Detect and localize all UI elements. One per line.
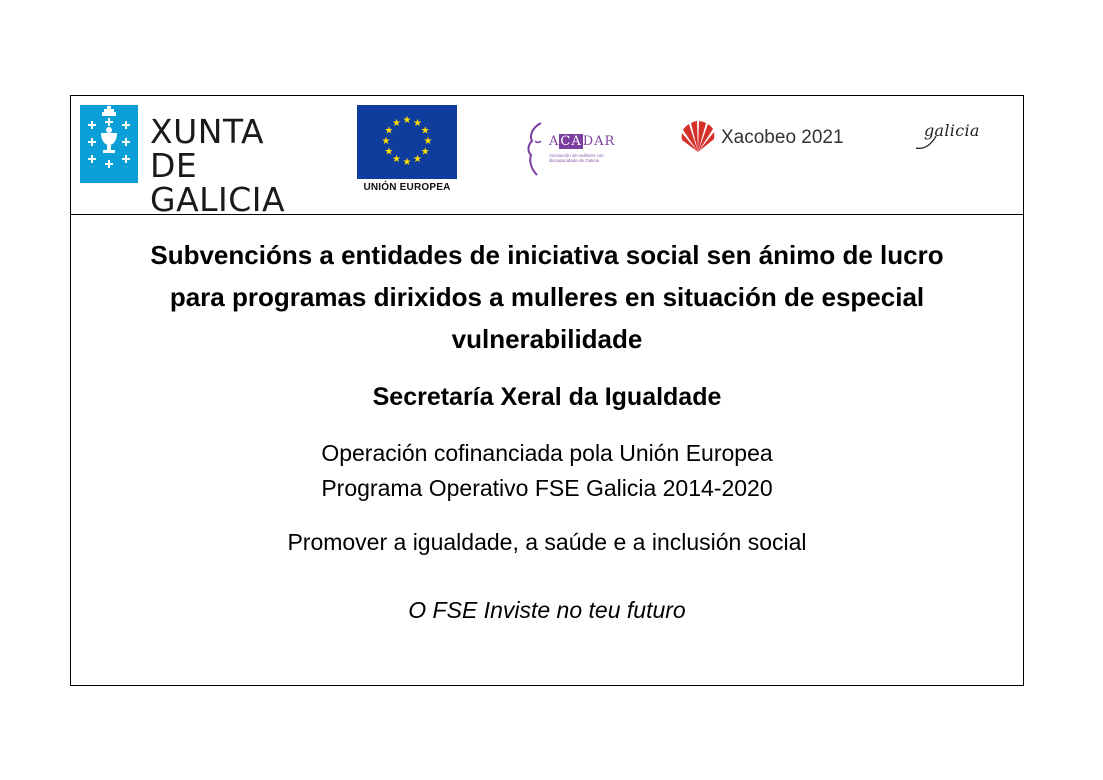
xunta-line-1: XUNTA (150, 112, 265, 151)
acadar-wordmark (549, 134, 615, 149)
svg-text:★: ★ (381, 136, 391, 147)
operation-line-1: Operación cofinanciada pola Unión Europea (321, 440, 773, 466)
galicia-logo (914, 118, 994, 150)
title-line-1: Subvencións a entidades de iniciativa social sen ánimo de lucro (150, 240, 944, 270)
document-body (71, 215, 1023, 625)
xunta-line-2: DE GALICIA (150, 146, 286, 219)
title-line-2: para programas dirixidos a mulleres en situación de especial (169, 282, 925, 312)
eu-label: UNIÓN EUROPEA (363, 182, 451, 193)
svg-text:★: ★ (423, 136, 433, 147)
acadar-dar: DAR (582, 134, 616, 149)
svg-text:★: ★ (384, 146, 394, 158)
svg-text:★: ★ (402, 157, 412, 168)
xacobeo-wordmark: Xacobeo 2021 (721, 127, 844, 148)
scallop-shell-icon (681, 120, 715, 154)
eu-logo (357, 105, 457, 197)
svg-text:★: ★ (384, 125, 394, 137)
svg-text:★: ★ (413, 117, 422, 129)
eu-flag-icon (357, 105, 457, 179)
svg-text:★: ★ (413, 154, 422, 166)
xunta-de-galicia-logo (80, 105, 340, 219)
motto-text: O FSE Inviste no teu futuro (408, 597, 686, 623)
svg-text:★: ★ (392, 117, 401, 129)
title-line-3: vulnerabilidade (451, 324, 643, 354)
galicia-wordmark: galicia (924, 121, 980, 140)
svg-text:★: ★ (420, 146, 430, 158)
logo-header (71, 96, 1023, 219)
document-title (91, 234, 1003, 360)
objective-text: Promover a igualdade, a saúde e a inclusión social (287, 529, 807, 555)
operation-info (71, 436, 1023, 506)
document-frame (70, 95, 1024, 686)
svg-text:★: ★ (420, 125, 430, 137)
xunta-wordmark (150, 112, 340, 219)
xacobeo-2021-logo (681, 120, 861, 156)
svg-text:★: ★ (392, 154, 401, 166)
organization-name: Secretaría Xeral da Igualdade (372, 383, 722, 411)
acadar-subtitle: Asociación de mulleres con discapacidade de Galicia (549, 153, 604, 163)
acadar-logo (523, 121, 618, 181)
operation-line-2: Programa Operativo FSE Galicia 2014-2020 (321, 475, 773, 501)
galicia-shield-icon (80, 105, 138, 183)
acadar-a: A (549, 134, 560, 149)
acadar-ca: CA (560, 134, 582, 149)
acadar-profile-icon (523, 121, 547, 177)
svg-text:★: ★ (402, 115, 412, 126)
